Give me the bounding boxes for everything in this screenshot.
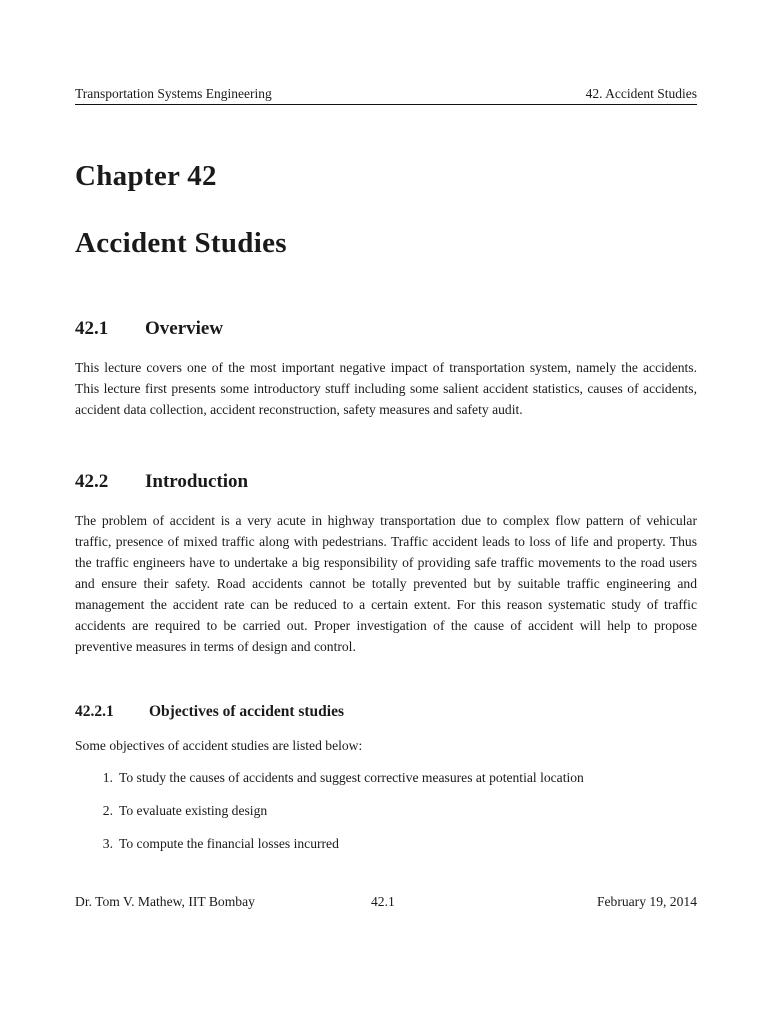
document-page (75, 0, 697, 1024)
overview-paragraph (75, 357, 697, 420)
objectives-list (75, 767, 697, 866)
list-item (75, 833, 697, 866)
list-item-text: To compute the financial losses incurred (119, 836, 339, 851)
footer-author: Dr. Tom V. Mathew, IIT Bombay (75, 894, 255, 909)
introduction-paragraph (75, 510, 697, 657)
list-item (75, 767, 697, 800)
subsection-heading-objectives (75, 703, 344, 721)
section-heading-overview (75, 318, 223, 340)
list-item-index: 2. (102, 803, 113, 818)
chapter-label: Chapter 42 (75, 160, 217, 192)
footer-page-number: 42.1 (371, 894, 395, 909)
objectives-intro-text: Some objectives of accident studies are listed below: (75, 738, 363, 753)
running-header (75, 86, 697, 102)
header-rule (75, 104, 697, 105)
list-item-index: 1. (102, 770, 113, 785)
overview-text: This lecture covers one of the most important negative impact of transportation system, namely the accidents. This lecture first presents some introductory stuff including some salient accident statistics, causes of accidents, accident data collection, accident reconstruction, safety measures and safety audit. (75, 360, 697, 417)
objectives-intro (75, 735, 697, 756)
introduction-text: The problem of accident is a very acute in highway transportation due to complex flow pattern of vehicular traffic, presence of mixed traffic along with pedestrians. Traffic accident leads to loss of life and property. Thus the traffic engineers have to undertake a big responsibility of providing safe traffic movements to the road users and ensure their safety. Road accidents cannot be totally prevented but by suitable traffic engineering and management the accident rate can be reduced to a certain extent. For this reason systematic study of traffic accidents are required to be carried out. Proper investigation of the cause of accident will help to propose preventive measures in terms of design and control. (75, 513, 697, 654)
header-book-title: Transportation Systems Engineering (75, 86, 272, 101)
subsection-number: 42.2.1 (75, 703, 114, 720)
list-item (75, 800, 697, 833)
section-number: 42.1 (75, 318, 109, 339)
list-item-text: To evaluate existing design (119, 803, 268, 818)
section-heading-introduction (75, 471, 248, 493)
footer-date: February 19, 2014 (596, 894, 697, 909)
list-item-text: To study the causes of accidents and suggest corrective measures at potential location (119, 770, 584, 785)
list-item-index: 3. (102, 836, 113, 851)
chapter-title: Accident Studies (75, 227, 287, 259)
subsection-title: Objectives of accident studies (149, 703, 345, 720)
header-chapter-title: 42. Accident Studies (585, 86, 697, 101)
section-title: Introduction (145, 471, 249, 492)
section-title: Overview (145, 318, 224, 339)
section-number: 42.2 (75, 471, 109, 492)
